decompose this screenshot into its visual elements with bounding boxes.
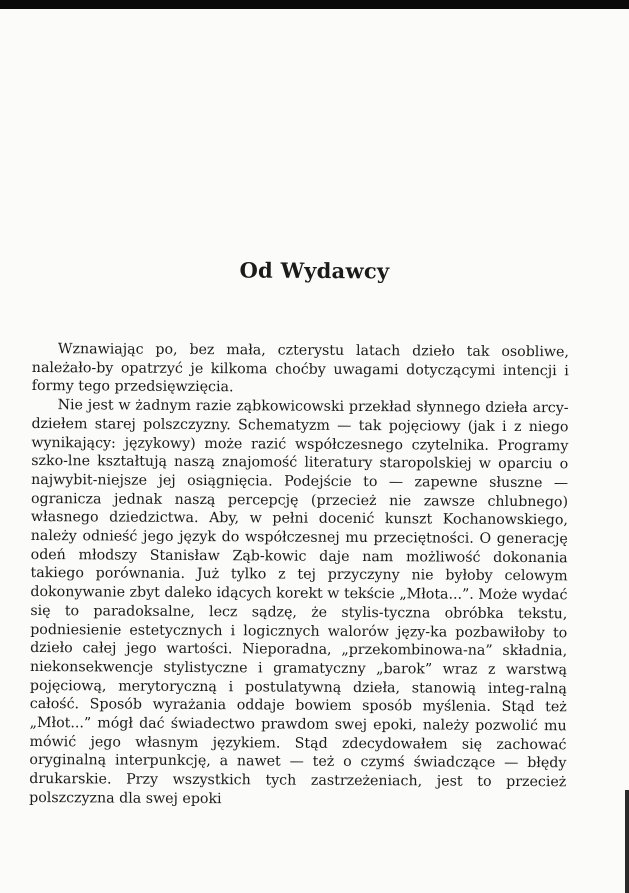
paragraph-main: Nie jest w żadnym razie ząbkowicowski przekład słynnego dzieła arcy-dziełem starej polszczyzny. Schematyzm — tak pojęciowy (jak i z niego wynikający: językowy) może razić współczesnego czytelnika. Programy szko-lne kształtują naszą znajomość literatury staropolskiej w oparciu o najwybit-niejsze jej osiągnięcia. Podejście to — zapewne słuszne — ogranicza jednak naszą percepcję (przecież nie zawsze chlubnego) własnego dziedzictwa. Aby, w pełni docenić kunszt Kochanowskiego, należy odnieść jego język do współczesnej mu przeciętności. O generację odeń młodszy Stanisław Ząb-kowic daje nam możliwość dokonania takiego porównania. Już tylko z tej przyczyny nie byłoby celowym dokonywanie zbyt daleko idących korekt w tekście „Młota...”. Może wydać się to paradoksalne, lecz sądzę, że stylis-tyczna obróbka tekstu, podniesienie estetycznych i logicznych walorów języ-ka pozbawiłoby to dzieło całej jego wartości. Nieporadna, „przekombinowa-na” składnia, niekonsekwencje stylistyczne i gramatyczny „barok” wraz z warstwą pojęciową, merytoryczną i postulatywną dzieła, stanowią integ-ralną całość. Sposób wyrażania oddaje bowiem sposób myślenia. Stąd też „Młot...” mógł dać świadectwo prawdom swej epoki, należy pozwolić mu mówić jego własnym językiem. Stąd zdecydowałem się zachować oryginalną interpunkcję, a nawet — też o czymś świadczące — błędy drukarskie. Przy wszystkich tych zastrzeżeniach, jest to przecież polszczyzna dla swej epoki (29, 397, 569, 808)
paragraph-intro: Wznawiając po, bez mała, czterystu latach dzieło tak osobliwe, należało-by opatrzyć je kilkoma choćby uwagami dotyczącymi intencji i formy tego przedsięwzięcia. (31, 341, 569, 396)
page-title: Od Wydawcy (239, 257, 390, 284)
body-text (29, 340, 569, 811)
scan-right-edge (625, 790, 629, 893)
scan-top-edge (0, 0, 629, 9)
